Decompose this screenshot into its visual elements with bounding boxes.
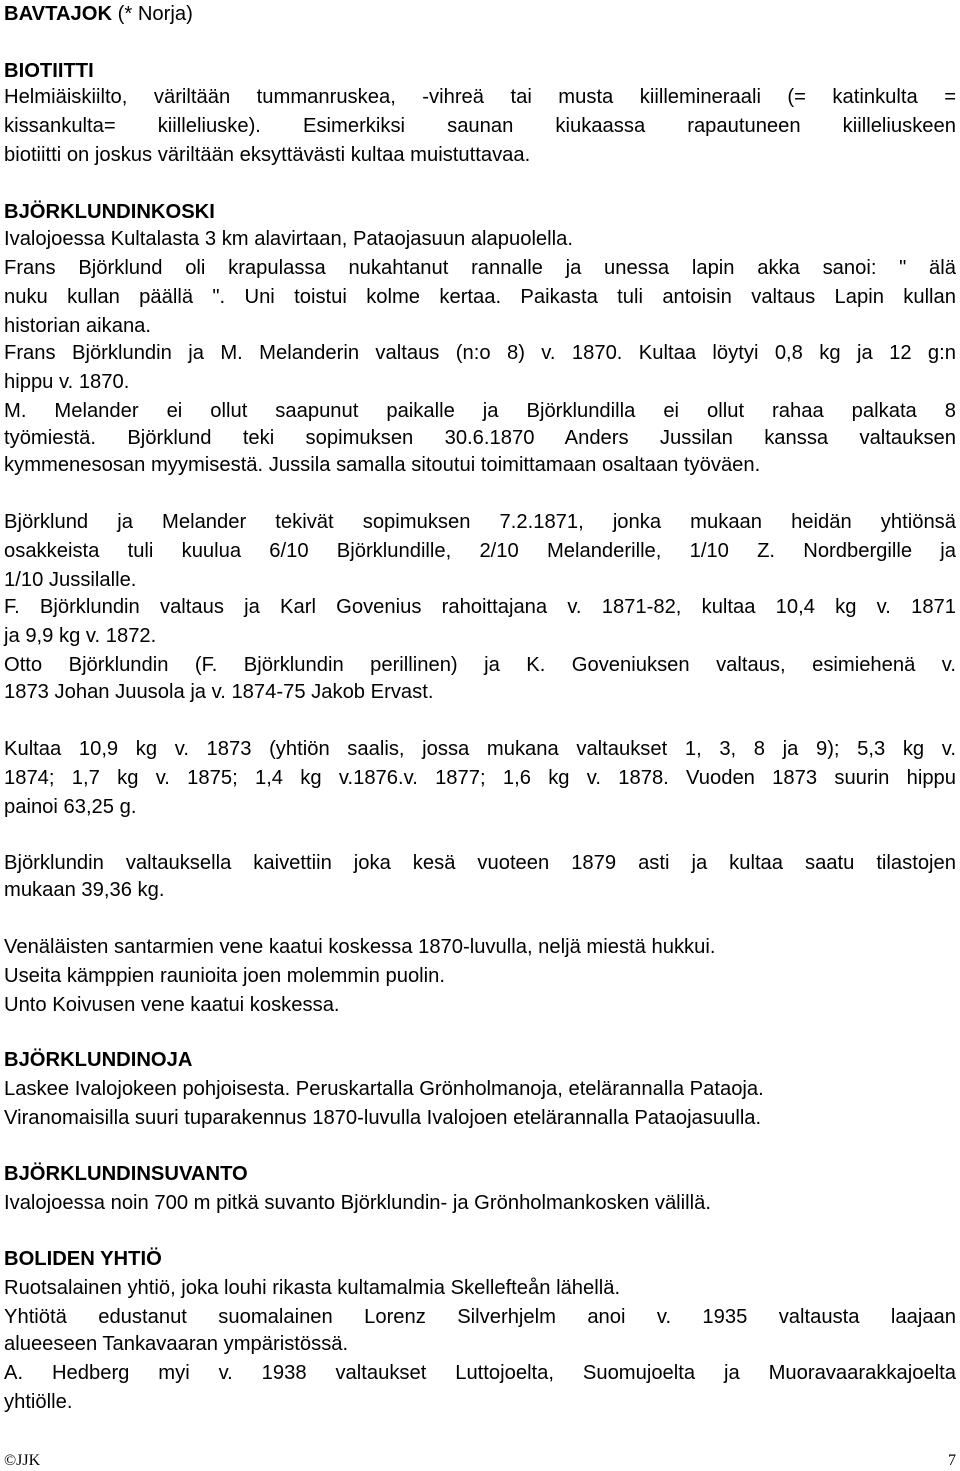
- paragraph-line: Unto Koivusen vene kaatui koskessa.: [4, 994, 340, 1016]
- paragraph-line: Venäläisten santarmien vene kaatui koskessa 1870-luvulla, neljä miestä hukkui.: [4, 936, 716, 958]
- paragraph-line: 1/10 Jussilalle.: [4, 569, 137, 591]
- entry-heading-bavtajok: [4, 0, 956, 29]
- paragraph-line: biotiitti on joskus väriltään eksyttävästi kultaa muistuttavaa.: [4, 144, 531, 166]
- paragraph-line: alueeseen Tankavaaran ympäristössä.: [4, 1333, 349, 1355]
- paragraph-line: Ivalojoessa noin 700 m pitkä suvanto Björklundin- ja Grönholmankosken välillä.: [4, 1192, 711, 1214]
- entry-heading-boliden: BOLIDEN YHTIÖ: [4, 1248, 162, 1270]
- paragraph-line: M. Melander ei ollut saapunut paikalle ja Björklundilla ei ollut rahaa palkata 8: [4, 400, 956, 422]
- entry-heading-bjorklundinsuvanto: BJÖRKLUNDINSUVANTO: [4, 1163, 248, 1185]
- paragraph-line: A. Hedberg myi v. 1938 valtaukset Luttojoelta, Suomujoelta ja Muoravaarakkajoelta: [4, 1362, 956, 1384]
- paragraph-line: 1874; 1,7 kg v. 1875; 1,4 kg v.1876.v. 1877; 1,6 kg v. 1878. Vuoden 1873 suurin hippu: [4, 767, 956, 789]
- entry-heading-bjorklundinoja: BJÖRKLUNDINOJA: [4, 1049, 193, 1071]
- paragraph-line: Frans Björklundin ja M. Melanderin valtaus (n:o 8) v. 1870. Kultaa löytyi 0,8 kg ja 12 g:n: [4, 342, 956, 364]
- paragraph-line: Kultaa 10,9 kg v. 1873 (yhtiön saalis, jossa mukana valtaukset 1, 3, 8 ja 9); 5,3 kg v.: [4, 738, 956, 760]
- paragraph-line: Ruotsalainen yhtiö, joka louhi rikasta kultamalmia Skellefteån lähellä.: [4, 1277, 621, 1299]
- paragraph-line: Viranomaisilla suuri tuparakennus 1870-luvulla Ivalojoen etelärannalla Pataojasuulla.: [4, 1107, 762, 1129]
- paragraph-line: F. Björklundin valtaus ja Karl Govenius rahoittajana v. 1871-82, kultaa 10,4 kg v. 1871: [4, 596, 956, 618]
- paragraph-line: yhtiölle.: [4, 1391, 73, 1413]
- paragraph-line: osakkeista tuli kuulua 6/10 Björklundille, 2/10 Melanderille, 1/10 Z. Nordbergille ja: [4, 540, 956, 562]
- paragraph-line: Useita kämppien raunioita joen molemmin puolin.: [4, 965, 445, 987]
- entry-heading-bjorklundinkoski: BJÖRKLUNDINKOSKI: [4, 201, 215, 223]
- paragraph-line: ja 9,9 kg v. 1872.: [4, 625, 157, 647]
- paragraph-line: Ivalojoessa Kultalasta 3 km alavirtaan, Pataojasuun alapuolella.: [4, 228, 573, 250]
- heading-text: BAVTAJOK: [4, 3, 113, 25]
- paragraph-line: Yhtiötä edustanut suomalainen Lorenz Silverhjelm anoi v. 1935 valtausta laajaan: [4, 1306, 956, 1328]
- paragraph-line: Helmiäiskiilto, väriltään tummanruskea, -vihreä tai musta kiillemineraali (= katinkulta =: [4, 86, 956, 108]
- paragraph-line: mukaan 39,36 kg.: [4, 879, 165, 901]
- heading-suffix: (* Norja): [112, 3, 193, 25]
- paragraph-line: kissankulta= kiilleliuske). Esimerkiksi saunan kiukaassa rapautuneen kiilleliuskeen: [4, 115, 956, 137]
- paragraph-line: 1873 Johan Juusola ja v. 1874-75 Jakob Ervast.: [4, 681, 434, 703]
- paragraph-line: hippu v. 1870.: [4, 371, 130, 393]
- paragraph-line: Björklund ja Melander tekivät sopimuksen 7.2.1871, jonka mukaan heidän yhtiönsä: [4, 511, 956, 533]
- paragraph-line: historian aikana.: [4, 315, 152, 337]
- footer-page-number: 7: [948, 1452, 956, 1469]
- paragraph-line: Frans Björklund oli krapulassa nukahtanut rannalle ja unessa lapin akka sanoi: " älä: [4, 257, 956, 279]
- entry-heading-biotiitti: BIOTIITTI: [4, 60, 94, 82]
- paragraph-line: työmiestä. Björklund teki sopimuksen 30.6.1870 Anders Jussilan kanssa valtauksen: [4, 427, 956, 449]
- paragraph-line: Björklundin valtauksella kaivettiin joka kesä vuoteen 1879 asti ja kultaa saatu tilastojen: [4, 852, 956, 874]
- footer-copyright: ©JJK: [4, 1452, 41, 1469]
- paragraph-line: kymmenesosan myymisestä. Jussila samalla sitoutui toimittamaan osaltaan työväen.: [4, 454, 761, 476]
- paragraph-line: painoi 63,25 g.: [4, 796, 137, 818]
- paragraph-line: Laskee Ivalojokeen pohjoisesta. Peruskartalla Grönholmanoja, etelärannalla Pataoja.: [4, 1078, 764, 1100]
- paragraph-line: nuku kullan päällä ". Uni toistui kolme kertaa. Paikasta tuli antoisin valtaus Lapin kullan: [4, 286, 956, 308]
- paragraph-line: Otto Björklundin (F. Björklundin perillinen) ja K. Goveniuksen valtaus, esimiehenä v.: [4, 654, 956, 676]
